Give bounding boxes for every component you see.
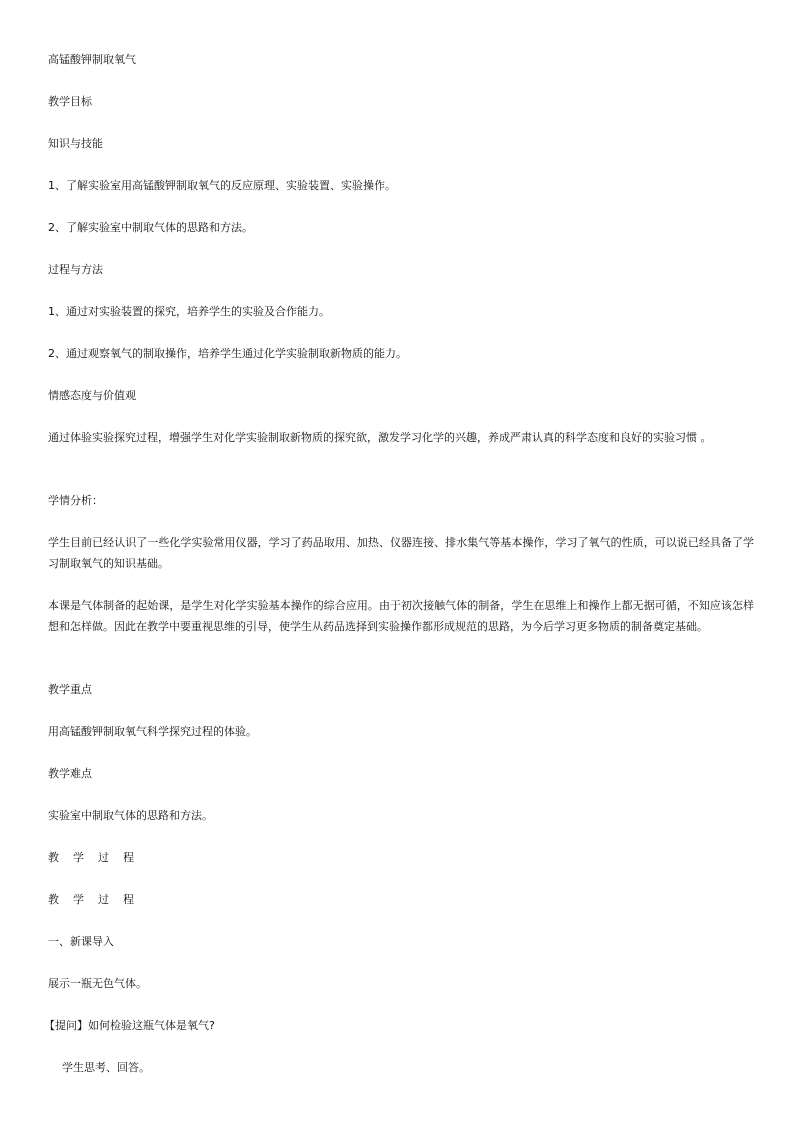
process-item-1: 1、通过对实验装置的探究，培养学生的实验及合作能力。 [48,305,330,318]
process-title-1: 教学过程 [48,851,148,864]
difficulty-text: 实验室中制取气体的思路和方法。 [48,809,213,822]
section-intro-heading: 一、新课导入 [48,935,114,948]
key-text: 用高锰酸钾制取氧气科学探究过程的体验。 [48,725,257,738]
difficulty-heading: 教学难点 [48,767,92,780]
knowledge-item-2: 2、了解实验室中制取气体的思路和方法。 [48,221,253,234]
analysis-paragraph-2: 本课是气体制备的起始课，是学生对化学实验基本操作的综合应用。由于初次接触气体的制备，学生在思维上和操作上都无据可循，不知应该怎样想和怎样做。因此在教学中要重视思维的引导，使学生从药品选择到实验操作都形成规范的思路，为今后学习更多物质的制备奠定基础。 [48,599,754,633]
emotion-heading: 情感态度与价值观 [48,389,136,402]
analysis-heading: 学情分析： [48,494,103,507]
show-gas-text: 展示一瓶无色气体。 [48,977,147,990]
key-heading: 教学重点 [48,683,92,696]
knowledge-item-1: 1、了解实验室用高锰酸钾制取氧气的反应原理、实验装置、实验操作。 [48,179,396,192]
doc-title: 高锰酸钾制取氧气 [48,53,136,66]
student-answer-text: 学生思考、回答。 [62,1061,150,1074]
analysis-paragraph-1: 学生目前已经认识了一些化学实验常用仪器，学习了药品取用、加热、仪器连接、排水集气等基本操作，学习了氧气的性质，可以说已经具备了学习制取氧气的知识基础。 [48,536,754,570]
question-text: 【提问】如何检验这瓶气体是氧气? [44,1019,215,1032]
goals-heading: 教学目标 [48,95,92,108]
emotion-paragraph: 通过体验实验探究过程，增强学生对化学实验制取新物质的探究欲，激发学习化学的兴趣，养成严肃认真的科学态度和良好的实验习惯 。 [48,431,712,444]
process-item-2: 2、通过观察氧气的制取操作，培养学生通过化学实验制取新物质的能力。 [48,347,407,360]
knowledge-heading: 知识与技能 [48,137,103,150]
process-heading: 过程与方法 [48,263,103,276]
process-title-2: 教学过程 [48,893,148,906]
